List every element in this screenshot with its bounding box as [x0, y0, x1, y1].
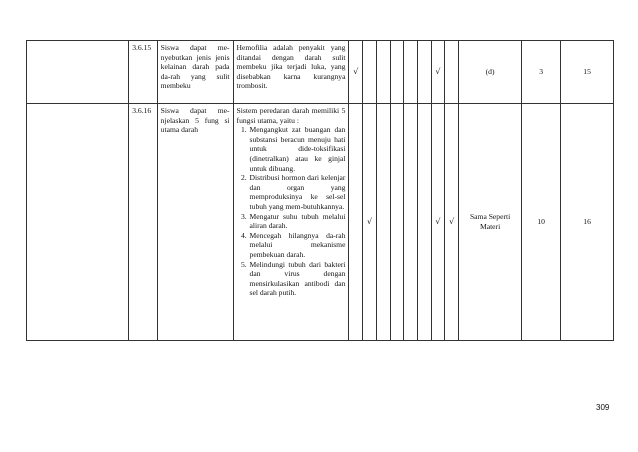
empty-cell [376, 41, 390, 104]
empty-cell [27, 41, 129, 104]
empty-cell [417, 41, 431, 104]
empty-cell [390, 104, 404, 341]
list-item: 4. Mencegah hilangnya da-rah melalui mekanisme pembekuan darah. [249, 231, 346, 260]
note-cell: (d) [458, 41, 521, 104]
check-cell: √ [431, 104, 445, 341]
total-cell: 16 [561, 104, 614, 341]
note-cell: Sama Seperti Materi [458, 104, 521, 341]
answer-cell [233, 41, 349, 104]
item-number: 3.6.15 [129, 41, 157, 104]
list-item: 1. Mengangkut zat buangan dan substansi beracun menuju hati untuk dide-toksifikasi (dinetralkan) atau ke ginjal untuk dibuang. [249, 125, 346, 173]
empty-cell [349, 104, 363, 341]
empty-cell [404, 41, 418, 104]
empty-cell [417, 104, 431, 341]
table-row [27, 41, 614, 104]
score-cell: 3 [522, 41, 561, 104]
empty-cell [376, 104, 390, 341]
list-item: 2. Distribusi hormon dari kelenjar dan organ yang memproduksinya ke sel-sel tubuh yang mem-butuhkannya. [249, 173, 346, 211]
indicator-cell: Siswa dapat me-njelaskan 5 fung si utama darah [157, 104, 233, 341]
empty-cell [445, 41, 459, 104]
check-cell: √ [349, 41, 363, 104]
empty-cell [390, 41, 404, 104]
indicator-cell: Siswa dapat me-nyebutkan jenis jenis kelainan darah pada da-rah yang sulit membeku [157, 41, 233, 104]
function-list [237, 125, 346, 298]
item-number: 3.6.16 [129, 104, 157, 341]
assessment-table [26, 40, 614, 341]
empty-cell [27, 104, 129, 341]
check-cell: √ [431, 41, 445, 104]
page-number: 309 [596, 403, 610, 412]
list-item: 3. Mengatur suhu tubuh melalui aliran darah. [249, 212, 346, 231]
list-item: 5. Melindungi tubuh dari bakteri dan virus dengan mensirkulasikan antibodi dan sel darah putih. [249, 260, 346, 298]
total-cell: 15 [561, 41, 614, 104]
empty-cell [404, 104, 418, 341]
table-row [27, 104, 614, 341]
answer-text: Sistem peredaran darah memiliki 5 fungsi utama, yaitu : [236, 106, 346, 125]
empty-cell [363, 41, 377, 104]
check-cell: √ [363, 104, 377, 341]
score-cell: 10 [522, 104, 561, 341]
check-cell: √ [445, 104, 459, 341]
answer-cell [233, 104, 349, 341]
answer-text: Hemofilia adalah penyakit yang ditandai dengan darah sulit membeku jika terjadi luka, yang disebabkan karna kurangnya trombosit. [236, 43, 346, 91]
